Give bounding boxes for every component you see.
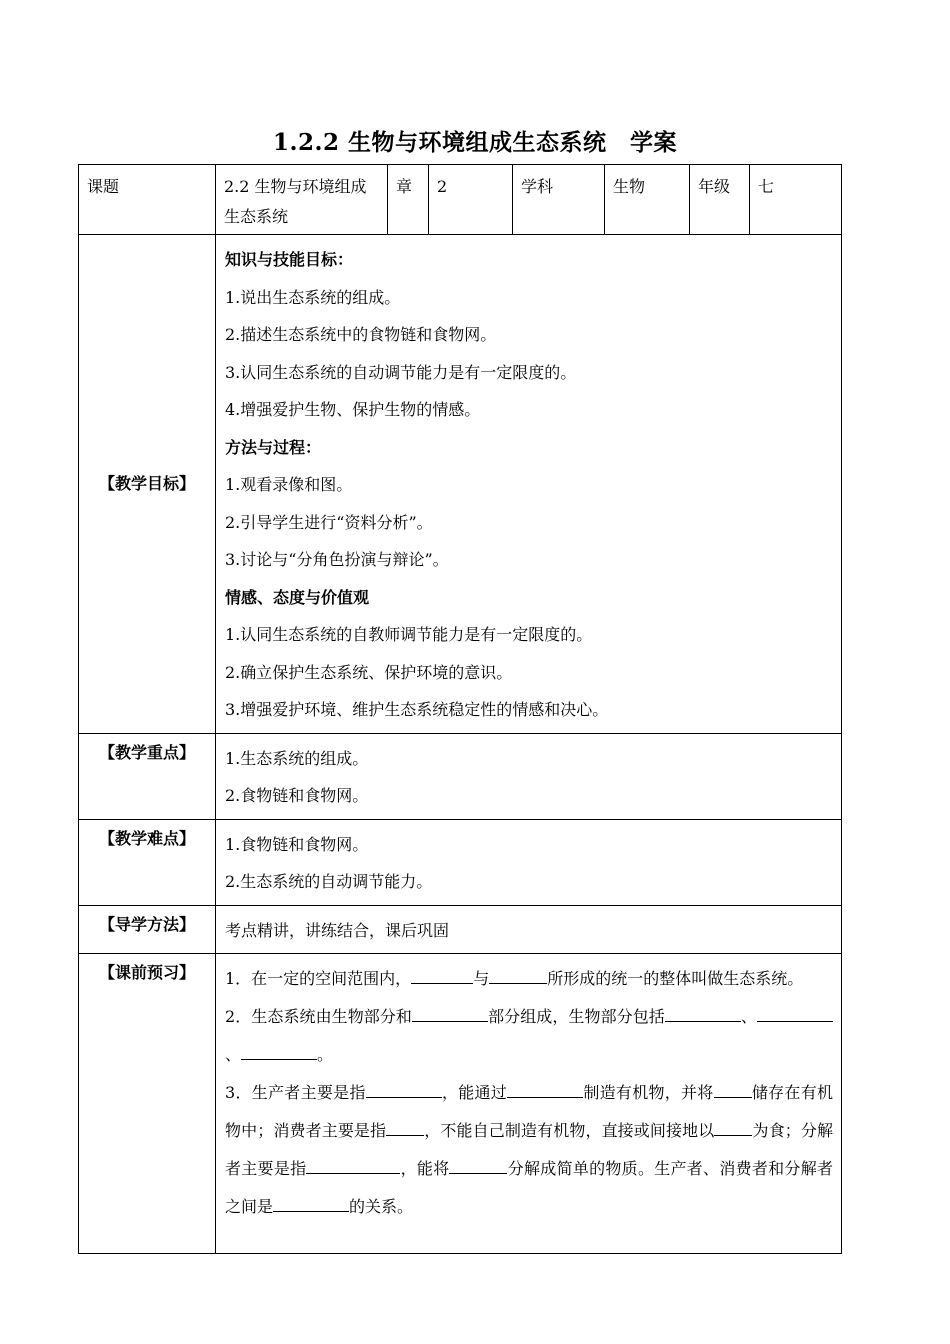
grade-value: 七 bbox=[750, 165, 842, 235]
preview-content bbox=[216, 954, 842, 1254]
lesson-plan-table bbox=[78, 164, 842, 1254]
key-points-content bbox=[216, 733, 842, 819]
difficulties-row bbox=[79, 819, 842, 905]
preview-question-3: 3．生产者主要是指 ，能通过 制造有机物，并将 储存在有机物中；消费者主要是指 ，不能自己制造有机物，直接或间接地以 为食；分解者主要是指 ，能将 分解成简单的物质。生产者、消费者和分解者之间是 的关系。 bbox=[225, 1074, 833, 1226]
knowledge-item: 1.说出生态系统的组成。 bbox=[225, 287, 401, 307]
page-title: 1.2.2 生物与环境组成生态系统 学案 bbox=[272, 129, 678, 156]
preview-row bbox=[79, 954, 842, 1254]
knowledge-item: 2.描述生态系统中的食物链和食物网。 bbox=[225, 325, 497, 344]
knowledge-item: 4.增强爱护生物、保护生物的情感。 bbox=[225, 400, 481, 419]
emotion-heading: 情感、态度与价值观 bbox=[225, 587, 370, 607]
emotion-item: 3.增强爱护环境、维护生态系统稳定性的情感和决心。 bbox=[225, 700, 609, 719]
key-point-item: 1.生态系统的组成。 bbox=[225, 748, 369, 768]
method-item: 3.讨论与“分角色扮演与辩论”。 bbox=[225, 550, 449, 569]
goals-row bbox=[79, 235, 842, 734]
goals-label: 【教学目标】 bbox=[79, 235, 216, 734]
method-heading: 方法与过程： bbox=[225, 437, 322, 457]
grade-label: 年级 bbox=[690, 165, 750, 235]
method-text-line: 考点精讲，讲练结合，课后巩固 bbox=[225, 920, 450, 940]
method-item: 1.观看录像和图。 bbox=[225, 475, 353, 494]
knowledge-heading: 知识与技能目标： bbox=[225, 250, 354, 269]
goals-content bbox=[216, 235, 842, 734]
emotion-item: 1.认同生态系统的自教师调节能力是有一定限度的。 bbox=[225, 625, 593, 644]
difficulty-item: 2.生态系统的自动调节能力。 bbox=[225, 872, 433, 891]
knowledge-item: 3.认同生态系统的自动调节能力是有一定限度的。 bbox=[225, 362, 577, 382]
difficulty-item: 1.食物链和食物网。 bbox=[225, 834, 369, 854]
emotion-item: 2.确立保护生态系统、保护环境的意识。 bbox=[225, 662, 513, 682]
method-item: 2.引导学生进行“资料分析”。 bbox=[225, 512, 433, 532]
method-label: 【导学方法】 bbox=[79, 905, 216, 954]
difficulties-label: 【教学难点】 bbox=[79, 819, 216, 905]
chapter-label: 章 bbox=[388, 165, 429, 235]
header-row bbox=[79, 165, 842, 235]
key-points-label: 【教学重点】 bbox=[79, 733, 216, 819]
key-point-item: 2.食物链和食物网。 bbox=[225, 786, 369, 805]
preview-label: 【课前预习】 bbox=[79, 954, 216, 1254]
key-points-row bbox=[79, 733, 842, 819]
subject-label: 学科 bbox=[513, 165, 605, 235]
topic-value: 2.2 生物与环境组成生态系统 bbox=[216, 165, 388, 235]
method-text bbox=[216, 905, 842, 954]
topic-label: 课题 bbox=[79, 165, 216, 235]
difficulties-content bbox=[216, 819, 842, 905]
preview-question-2: 2．生态系统由生物部分和 部分组成，生物部分包括 、、 。 bbox=[225, 998, 833, 1074]
method-row bbox=[79, 905, 842, 954]
preview-question-1: 1．在一定的空间范围内， 与 所形成的统一的整体叫做生态系统。 bbox=[225, 960, 833, 998]
chapter-value: 2 bbox=[429, 165, 513, 235]
subject-value: 生物 bbox=[605, 165, 690, 235]
